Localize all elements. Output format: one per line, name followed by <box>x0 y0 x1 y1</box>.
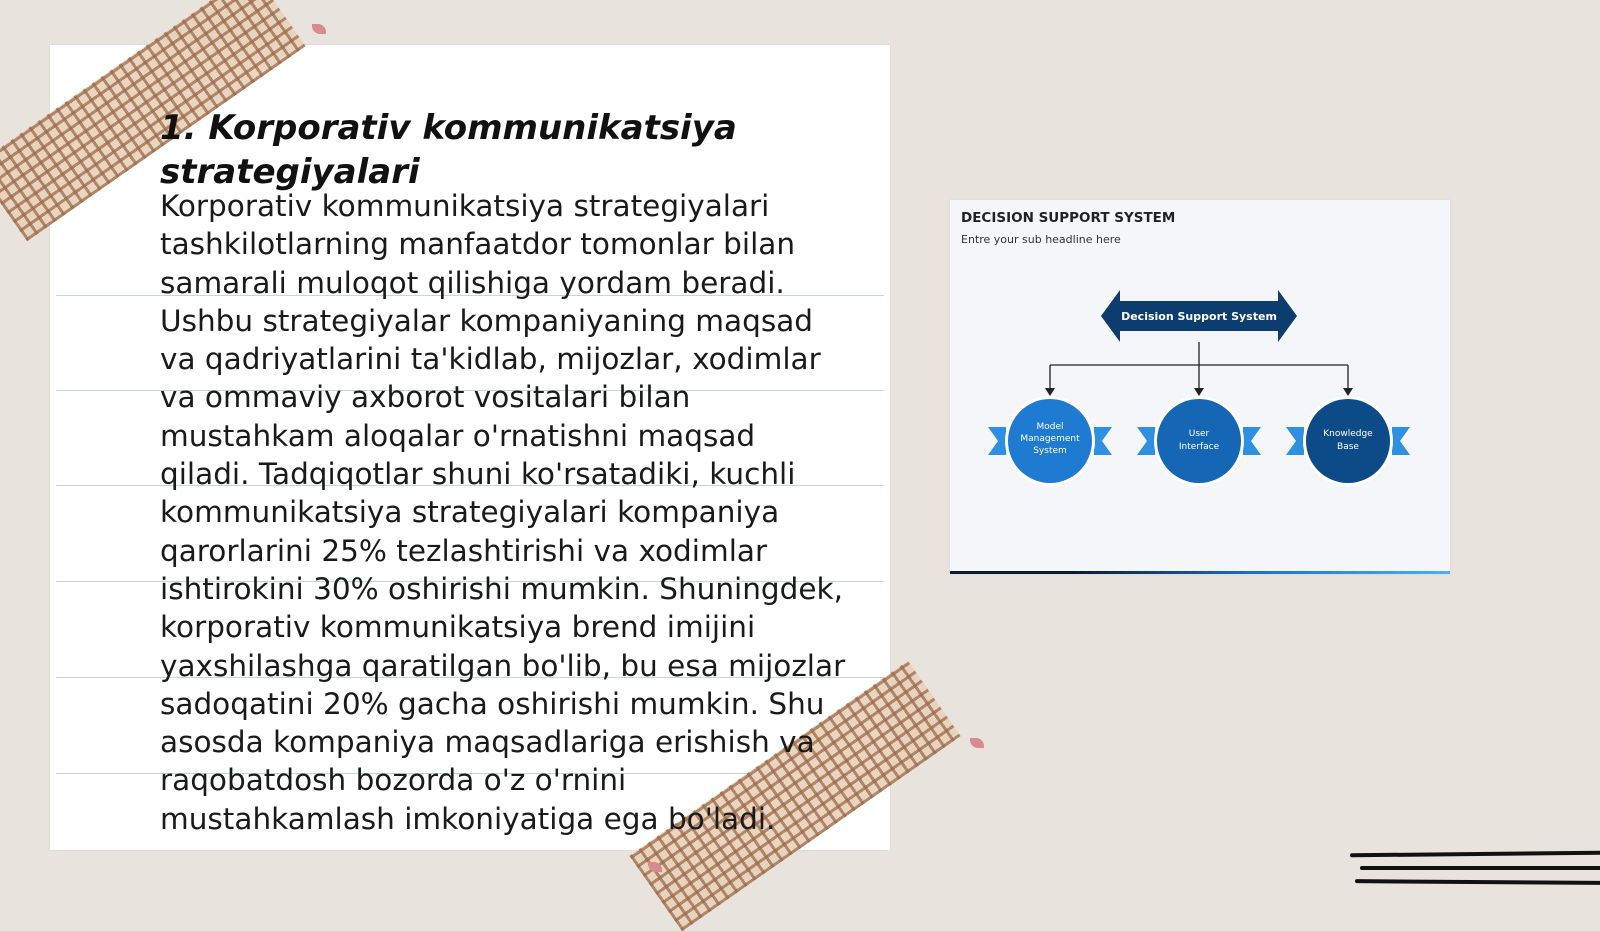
node-label: Knowledge <box>1323 429 1373 439</box>
decision-support-figure <box>950 200 1450 574</box>
node-label: Model <box>1036 422 1064 432</box>
node-label: Interface <box>1178 442 1220 452</box>
node-label: User <box>1188 429 1210 439</box>
tape-end-top <box>312 24 326 34</box>
decision-diagram <box>950 200 1450 574</box>
marker-stroke <box>1350 851 1600 858</box>
node-user-interface <box>1137 396 1261 486</box>
figure-subtitle: Entre your sub headline here <box>961 233 1121 246</box>
root-label: Decision Support System <box>1121 310 1277 323</box>
slide-title: 1. Korporativ kommunikatsiya strategiyalari <box>160 108 737 192</box>
connector-lines <box>1050 342 1348 390</box>
node-model-management <box>988 396 1112 486</box>
node-label: Base <box>1337 442 1359 452</box>
figure-title: DECISION SUPPORT SYSTEM <box>961 210 1176 226</box>
connector-arrowheads <box>1045 388 1353 396</box>
marker-stroke <box>1360 866 1600 870</box>
slide-body-text: Korporativ kommunikatsiya strategiyalari tashkilotlarning manfaatdor tomonlar bilan samarali muloqot qilishiga yordam beradi. Ushbu strategiyalar kompaniyaning maqsad va qadriyatlarini ta'kidlab, mijozlar, xodimlar va ommaviy axborot vositalari bilan mustahkam aloqalar o'rnatishni maqsad qiladi. Tadqiqotlar shuni ko'rsatadiki, kuchli kommunikatsiya strategiyalari kompaniya qarorlarini 25% tezlashtirishi va xodimlar ishtirokini 30% oshirishi mumkin. Shuningdek, korporativ kommunikatsiya brend imijini yaxshilashga qaratilgan bo'lib, bu esa mijozlar sadoqatini 20% gacha oshirishi mumkin. Shu asosda kompaniya maqsadlariga erishish va raqobatdosh bozorda o'z o'rnini mustahkamlash imkoniyatiga ega bo'ladi. <box>160 189 846 836</box>
figure-bottom-bar <box>950 571 1450 574</box>
node-label: System <box>1033 446 1067 456</box>
node-label: Management <box>1020 434 1080 444</box>
node-knowledge-base <box>1286 396 1410 486</box>
tape-end-bottom-right <box>970 738 984 748</box>
marker-stroke <box>1355 879 1600 885</box>
